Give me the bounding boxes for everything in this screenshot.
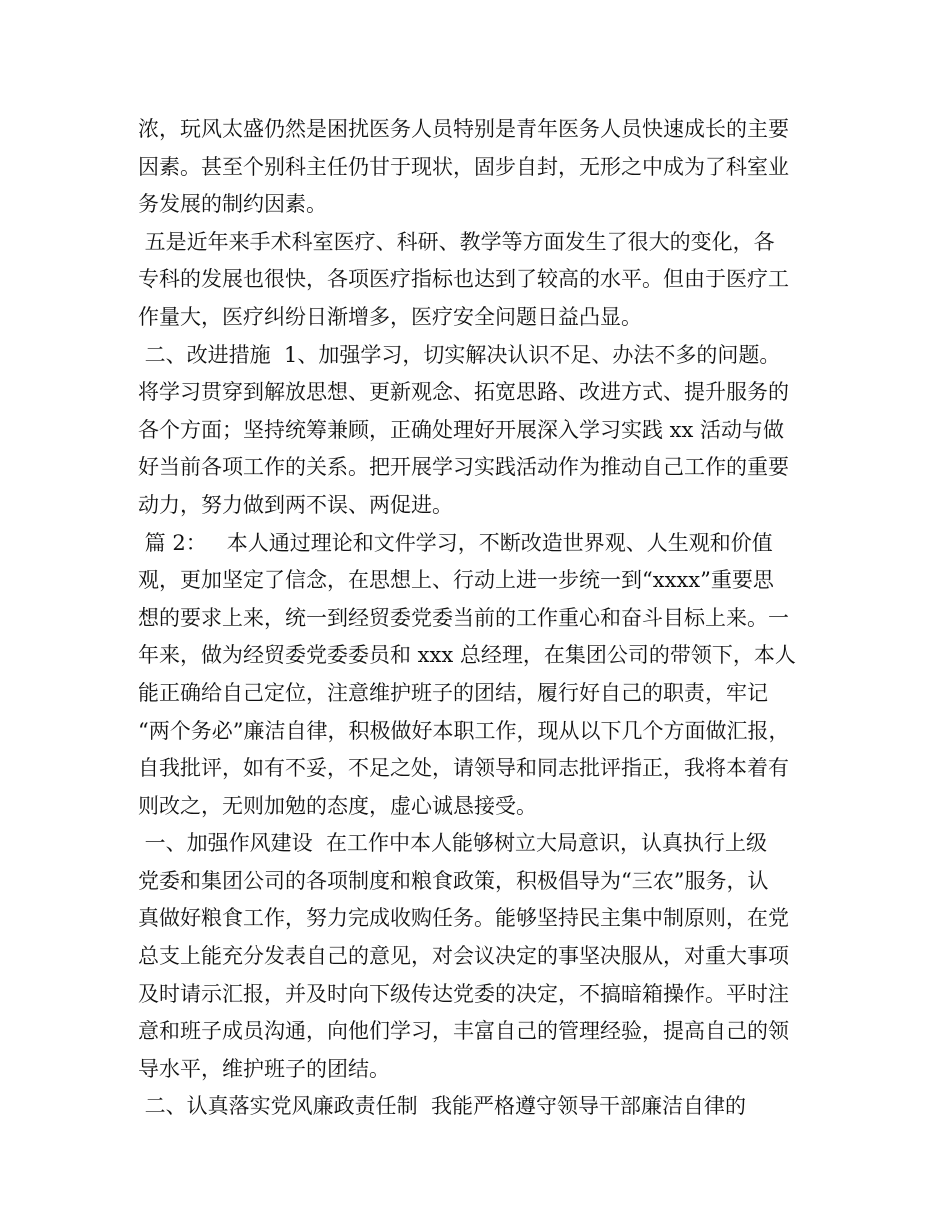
text-line: 及时请示汇报，并及时向下级传达党委的决定，不搞暗箱操作。平时注 xyxy=(138,981,789,1006)
text-line: 浓，玩风太盛仍然是困扰医务人员特别是青年医务人员快速成长的主要 xyxy=(138,117,789,141)
text-line: 观，更加坚定了信念，在思想上、行动上进一步统一到“xxxx”重要思 xyxy=(138,568,774,593)
text-line: 导水平，维护班子的团结。 xyxy=(138,1056,390,1081)
text-line: 篇 2： 本人通过理论和文件学习，不断改造世界观、人生观和价值 xyxy=(138,530,773,555)
text-line: 能正确给自己定位，注意维护班子的团结，履行好自己的职责，牢记 xyxy=(138,680,768,705)
text-line: “两个务必”廉洁自律，积极做好本职工作，现从以下几个方面做汇报， xyxy=(138,718,790,743)
text-line: 自我批评，如有不妥，不足之处，请领导和同志批评指正，我将本着有 xyxy=(138,756,789,781)
text-line: 专科的发展也很快，各项医疗指标也达到了较高的水平。但由于医疗工 xyxy=(138,267,789,292)
text-line: 五是近年来手术科室医疗、科研、教学等方面发生了很大的变化，各 xyxy=(138,229,775,254)
text-line: 各个方面；坚持统筹兼顾，正确处理好开展深入学习实践 xx 活动与做 xyxy=(138,417,785,442)
text-line: 将学习贯穿到解放思想、更新观念、拓宽思路、改进方式、提升服务的 xyxy=(138,380,789,405)
text-line: 好当前各项工作的关系。把开展学习实践活动作为推动自己工作的重要 xyxy=(138,455,789,480)
text-line: 作量大，医疗纠纷日渐增多，医疗安全问题日益凸显。 xyxy=(138,304,642,329)
text-line: 二、改进措施 1、加强学习，切实解决认识不足、办法不多的问题。 xyxy=(138,342,781,367)
text-line: 意和班子成员沟通，向他们学习，丰富自己的管理经验，提高自己的领 xyxy=(138,1019,789,1044)
text-line: 年来，做为经贸委党委委员和 xxx 总经理，在集团公司的带领下，本人 xyxy=(138,643,796,668)
text-line: 务发展的制约因素。 xyxy=(138,192,327,217)
text-line: 想的要求上来，统一到经贸委党委当前的工作重心和奋斗目标上来。一 xyxy=(138,605,789,630)
text-line: 二、认真落实党风廉政责任制 我能严格遵守领导干部廉洁自律的 xyxy=(138,1094,747,1119)
text-line: 动力，努力做到两不误、两促进。 xyxy=(138,492,453,517)
text-line: 党委和集团公司的各项制度和粮食政策，积极倡导为“三农”服务，认 xyxy=(138,868,769,893)
text-line: 真做好粮食工作，努力完成收购任务。能够坚持民主集中制原则，在党 xyxy=(138,906,789,931)
document-body xyxy=(138,111,828,1126)
text-line: 一、加强作风建设 在工作中本人能够树立大局意识，认真执行上级 xyxy=(138,831,768,856)
text-line: 则改之，无则加勉的态度，虚心诚恳接受。 xyxy=(138,793,537,818)
text-line: 因素。甚至个别科主任仍甘于现状，固步自封，无形之中成为了科室业 xyxy=(138,154,789,179)
text-line: 总支上能充分发表自己的意见，对会议决定的事坚决服从，对重大事项 xyxy=(138,944,789,969)
